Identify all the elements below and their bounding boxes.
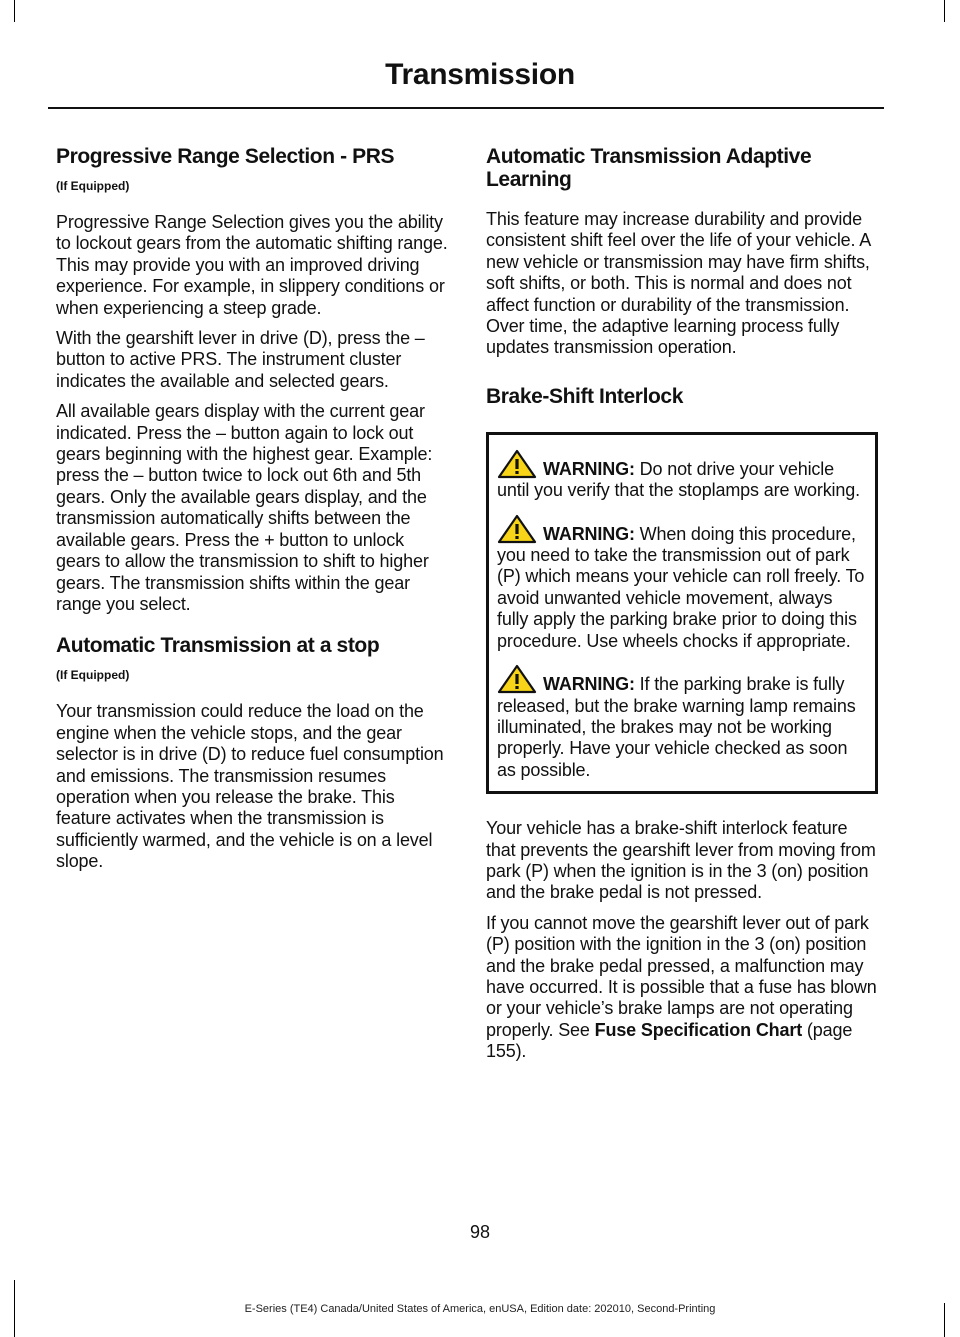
- prs-paragraph-2: With the gearshift lever in drive (D), press the – button to active PRS. The instrument cluster indicates the available and selected gears.: [56, 328, 425, 391]
- prs-section: [56, 145, 448, 615]
- interlock-paragraph-1: Your vehicle has a brake-shift interlock feature that prevents the gearshift lever from moving from park (P) when the ignition is in the 3 (on) position and the brake pedal is not pressed.: [486, 818, 876, 903]
- interlock-paragraph-2-text: If you cannot move the gearshift lever out of park (P) position with the ignition in the 3 (on) position and the brake pedal pressed, a malfunction may have occurred. It is possible that a fuse has blown or your vehicle’s brake lamps are not operating properly. See: [486, 912, 877, 1040]
- warning-text: Do not drive your vehicle until you verify that the stoplamps are working.: [497, 458, 860, 501]
- adaptive-paragraph-1: This feature may increase durability and provide consistent shift feel over the life of your vehicle. A new vehicle or transmission may have firm shifts, soft shifts, or both. This is normal and does not affect function or durability of the transmission. Over time, the adaptive learning process fully updates transmission operation.: [486, 209, 871, 358]
- page-title: Transmission: [385, 58, 575, 91]
- warning-text: When doing this procedure, you need to take the transmission out of park (P) which means your vehicle can roll freely. To avoid unwanted vehicle movement, always fully apply the parking brake prior to doing this procedure. Use wheels chocks if appropriate.: [497, 523, 865, 651]
- prs-paragraph-3: All available gears display with the current gear indicated. Press the – button again to lock out gears beginning with the highest gear. Example: press the – button twice to lock out 6th and 5th gears. Only the available gears display, and the transmission automatically shifts between the available gears. Press the + button to unlock gears to allow the transmission to shift to higher gears. The transmission shifts within the gear range you select.: [56, 401, 433, 614]
- warning-label: WARNING:: [543, 458, 635, 479]
- stop-section: [56, 634, 448, 872]
- warning-2: [497, 514, 867, 652]
- crop-mark-top-right: [944, 0, 945, 22]
- interlock-heading: Brake-Shift Interlock: [486, 384, 683, 408]
- prs-heading: Progressive Range Selection - PRS: [56, 145, 395, 168]
- title-divider: [48, 107, 884, 109]
- warning-triangle-icon: [497, 664, 537, 694]
- crop-mark-top-left: [14, 0, 15, 22]
- interlock-paragraph-2: [486, 913, 878, 1063]
- interlock-section: [486, 385, 878, 1063]
- prs-if-equipped: (If Equipped): [56, 179, 130, 193]
- stop-paragraph-1: Your transmission could reduce the load on the engine when the vehicle stops, and the gear selector is in drive (D) to reduce fuel consumption and emissions. The transmission resumes operation when you release the brake. This feature activates when the transmission is sufficiently warmed, and the vehicle is on a level slope.: [56, 701, 444, 872]
- page-reference: (page 155).: [486, 1019, 853, 1062]
- fuse-chart-link[interactable]: Fuse Specification Chart: [594, 1019, 803, 1040]
- warning-1: [497, 449, 867, 502]
- warning-triangle-icon: [497, 449, 537, 479]
- warning-box: [486, 432, 878, 794]
- page-number: 98: [469, 1222, 491, 1242]
- warning-3: [497, 664, 867, 781]
- adaptive-learning-section: [486, 145, 878, 359]
- adaptive-heading: Automatic Transmission Adaptive Learning: [486, 145, 812, 191]
- stop-heading: Automatic Transmission at a stop: [56, 634, 380, 658]
- warning-label: WARNING:: [543, 523, 635, 544]
- warning-label: WARNING:: [543, 674, 635, 695]
- warning-triangle-icon: [497, 514, 537, 544]
- left-column: [56, 145, 448, 873]
- footer-edition-text: E-Series (TE4) Canada/United States of America, enUSA, Edition date: 202010, Second-Printing: [244, 1303, 716, 1315]
- warning-text: If the parking brake is fully released, but the brake warning lamp remains illuminated, the brakes may not be working properly. Have your vehicle checked as soon as possible.: [497, 674, 856, 780]
- right-column: [486, 145, 878, 1063]
- stop-if-equipped: (If Equipped): [56, 668, 130, 683]
- prs-paragraph-1: Progressive Range Selection gives you the ability to lockout gears from the automatic shifting range. This may provide you with an improved driving experience. For example, in slippery conditions or when experiencing a steep grade.: [56, 212, 448, 318]
